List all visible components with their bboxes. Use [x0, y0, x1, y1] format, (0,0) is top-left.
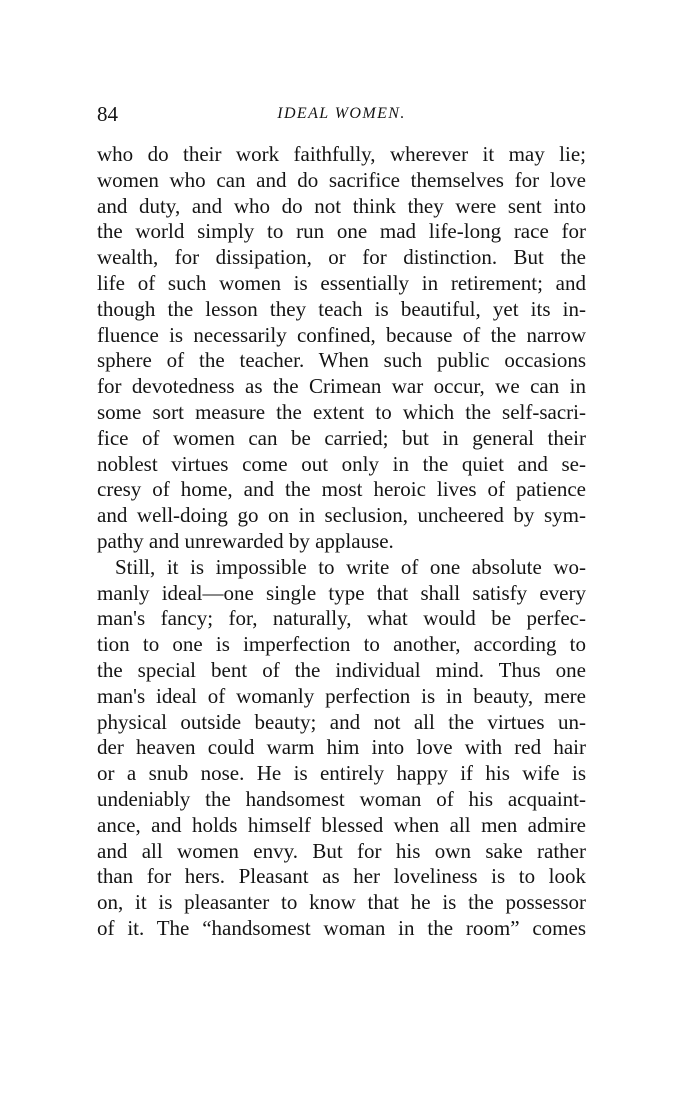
running-title: IDEAL WOMEN.: [277, 105, 406, 122]
text-line: the world simply to run one mad life-long race for: [97, 219, 586, 244]
text-line: for devotedness as the Crimean war occur, we can in: [97, 374, 586, 399]
paragraph-start-line: Still, it is impossible to write of one absolute wo-: [115, 554, 586, 579]
text-line: ance, and holds himself blessed when all men admire: [97, 812, 586, 837]
text-line: noblest virtues come out only in the quiet and se-: [97, 451, 586, 476]
text-line: tion to one is imperfection to another, according to: [97, 632, 586, 657]
text-line: der heaven could warm him into love with red hair: [97, 735, 586, 760]
text-line: and all women envy. But for his own sake rather: [97, 838, 586, 863]
text-line: fice of women can be carried; but in general their: [97, 425, 586, 450]
page-number: 84: [97, 102, 118, 126]
text-line: the special bent of the individual mind. Thus one: [97, 657, 586, 682]
text-line: and duty, and who do not think they were sent into: [97, 193, 586, 218]
text-line: fluence is necessarily confined, because of the narrow: [97, 322, 586, 347]
text-line: and well-doing go on in seclusion, uncheered by sym-: [97, 503, 586, 528]
text-line: of it. The “handsomest woman in the room” comes: [97, 915, 586, 940]
text-line: undeniably the handsomest woman of his acquaint-: [97, 786, 586, 811]
text-line: physical outside beauty; and not all the virtues un-: [97, 709, 586, 734]
running-head: [97, 100, 586, 128]
text-line: or a snub nose. He is entirely happy if his wife is: [97, 761, 586, 786]
text-line: sphere of the teacher. When such public occasions: [97, 348, 586, 373]
text-line: manly ideal—one single type that shall satisfy every: [97, 580, 586, 605]
text-line: some sort measure the extent to which the self-sacri-: [97, 399, 586, 424]
text-line: on, it is pleasanter to know that he is the possessor: [97, 890, 586, 915]
text-line: though the lesson they teach is beautiful, yet its in-: [97, 296, 586, 321]
text-line: who do their work faithfully, wherever it may lie;: [97, 142, 586, 166]
paragraph-end-line: pathy and unrewarded by applause.: [97, 528, 394, 553]
text-line: man's ideal of womanly perfection is in beauty, mere: [97, 683, 586, 708]
text-line: than for hers. Pleasant as her loveliness is to look: [97, 864, 586, 889]
text-line: women who can and do sacrifice themselves for love: [97, 167, 586, 192]
body-text: [97, 142, 586, 942]
text-line: life of such women is essentially in retirement; and: [97, 270, 586, 295]
text-line: wealth, for dissipation, or for distinction. But the: [97, 245, 586, 270]
text-line: man's fancy; for, naturally, what would be perfec-: [97, 606, 586, 631]
text-line: cresy of home, and the most heroic lives of patience: [97, 477, 586, 502]
